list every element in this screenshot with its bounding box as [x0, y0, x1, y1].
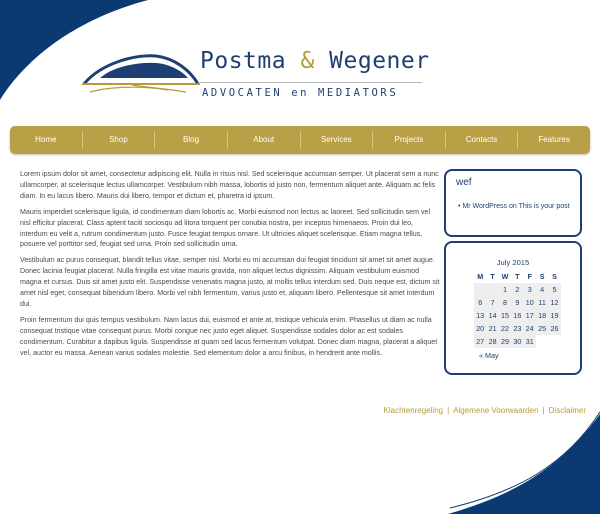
main-content: [20, 169, 440, 364]
brand-name-part2: Wegener: [329, 48, 430, 74]
calendar-day: 17: [524, 309, 536, 322]
calendar-empty-cell: [548, 335, 560, 348]
calendar-day: 9: [511, 296, 523, 309]
calendar-day: 27: [474, 335, 486, 348]
recent-comments-list: [458, 201, 576, 212]
brand-name: [200, 48, 430, 74]
site-logo[interactable]: [82, 48, 430, 108]
calendar-week-row: [474, 309, 561, 322]
nav-item-blog[interactable]: Blog: [154, 131, 227, 149]
calendar-day: 18: [536, 309, 548, 322]
calendar-day: 5: [548, 283, 560, 296]
calendar-day: 1: [499, 283, 511, 296]
calendar-day: 11: [536, 296, 548, 309]
calendar-day: 31: [524, 335, 536, 348]
calendar-weekday: S: [539, 272, 545, 281]
bridge-logo-icon: [82, 54, 200, 94]
calendar-day: 28: [486, 335, 498, 348]
nav-item-home[interactable]: Home: [35, 135, 57, 144]
footer-link-klachtenregeling[interactable]: Klachtenregeling: [383, 406, 444, 415]
footer-separator: |: [447, 406, 450, 415]
calendar-weekday: T: [515, 272, 520, 281]
nav-item-projects[interactable]: Projects: [372, 131, 445, 149]
widget-title: wef: [456, 177, 472, 188]
calendar-day: 13: [474, 309, 486, 322]
content-paragraph: Lorem ipsum dolor sit amet, consectetur adipiscing elit. Nulla in risus nisl. Sed scelerisque accumsan semper. Ut placerat sem a nunc ullamcorper, at scelerisque lectus ullamcorper. Vestibulum nibh massa, lobortis id justo non, fermentum aliquet ante. Aliquam ac felis diam. In eu lacus libero. Mauris dui libero, tempor et dictum et, pharetra id ipsum.: [20, 170, 439, 200]
calendar-weekday: M: [477, 272, 484, 281]
calendar-day: 7: [486, 296, 498, 309]
calendar-day: 22: [499, 322, 511, 335]
calendar-caption: July 2015: [496, 258, 530, 267]
calendar-day: 30: [511, 335, 523, 348]
calendar-day: 6: [474, 296, 486, 309]
calendar-day: 29: [499, 335, 511, 348]
calendar-day: 24: [524, 322, 536, 335]
footer-separator: |: [542, 406, 545, 415]
sidebar-widget-recent: [444, 169, 582, 237]
calendar-empty-cell: [486, 283, 498, 296]
calendar-weekday: W: [501, 272, 509, 281]
nav-item-features[interactable]: Features: [517, 131, 590, 149]
footer-links: [384, 406, 587, 415]
recent-comment-link[interactable]: Mr WordPress on This is your post: [462, 203, 570, 210]
calendar-day: 26: [548, 322, 560, 335]
calendar-empty-cell: [536, 335, 548, 348]
calendar-day: 14: [486, 309, 498, 322]
calendar-day: 8: [499, 296, 511, 309]
brand-ampersand: &: [300, 48, 315, 74]
brand-tagline: ADVOCATEN en MEDIATORS: [202, 87, 399, 99]
calendar-day: 19: [548, 309, 560, 322]
nav-item-services[interactable]: Services: [300, 131, 373, 149]
calendar-day: 20: [474, 322, 486, 335]
calendar-day: 10: [524, 296, 536, 309]
content-paragraph: Proin fermentum dui quis tempus vestibulum. Nam lacus dui, euismod et ante at, tristique vehicula enim. Phasellus ut diam ac nulla consequat tristique vitae consequat purus. Morbi congue nec justo eget aliquet. Suspendisse sodales dolor ac est sodales condimentum. Curabitur a dapibus ligula. Suspendisse at quam sed lacus fermentum volutpat. Donec diam magna, placerat a aliquet vel, auctor eu massa. Aenean varius sodales molestie. Sed elementum dolor a arcu finibus, in hendrerit ante mollis.: [20, 315, 438, 357]
footer-link-algemene-voorwaarden[interactable]: Algemene Voorwaarden: [453, 406, 539, 415]
calendar-week-row: [474, 283, 561, 296]
calendar-week-row: [474, 335, 561, 348]
calendar-table: [474, 270, 561, 348]
calendar-week-row: [474, 322, 561, 335]
calendar-day: 12: [548, 296, 560, 309]
bottom-right-swoosh: [448, 414, 600, 514]
main-navigation: [10, 126, 590, 154]
calendar-widget: [444, 241, 582, 375]
nav-item-shop[interactable]: Shop: [82, 131, 155, 149]
calendar-day: 4: [536, 283, 548, 296]
brand-name-part1: Postma: [200, 48, 287, 74]
logo-divider: [200, 82, 422, 83]
calendar-prev-month-link[interactable]: « May: [479, 351, 499, 360]
content-paragraph: Vestibulum ac purus consequat, blandit tellus vitae, semper nisl. Morbi eu mi accumsan dui feugiat tincidunt sit amet sit amet augue. Donec lacinia feugiat placerat. Nulla fringilla est vitae mauris gravida, non aliquet lectus dignissim. Aliquam vestibulum euismod magna et cursus. Duis sit amet justo elit. Suspendisse venenatis magna justo, at mollis tellus interdum sed. Duis neque est, dictum sit amet nisl eget, consequat bibendum libero. Morbi vel nibh fermentum, varius justo et, aliquam libero. Pellentesque sit amet interdum dui.: [20, 256, 440, 308]
calendar-day: 16: [511, 309, 523, 322]
calendar-day: 21: [486, 322, 498, 335]
nav-item-contacts[interactable]: Contacts: [445, 131, 518, 149]
calendar-weekday: F: [527, 272, 532, 281]
calendar-empty-cell: [474, 283, 486, 296]
calendar-day: 2: [511, 283, 523, 296]
footer-link-disclaimer[interactable]: Disclaimer: [548, 406, 586, 415]
calendar-week-row: [474, 296, 561, 309]
calendar-weekday: S: [552, 272, 557, 281]
calendar-weekday: T: [490, 272, 495, 281]
calendar-weekday-row: [474, 270, 561, 283]
content-paragraph: Mauris imperdiet scelerisque ligula, id condimentum diam lobortis ac. Morbi euismod non lectus ac laoreet. Sed sollicitudin sem vel nisl efficitur placerat. Class aptent taciti sociosqu ad litora torquent per conubia nostra, per inceptos himenaeos. Proin dui leo, interdum eu velit a, rutrum condimentum justo. Fusce feugiat tempus ornare. Ut ultricies aliquet scelerisque. Etiam magna tellus, posuere vel porttitor sed, feugiat sed urna. Proin sed sollicitudin urna.: [20, 207, 431, 249]
calendar-day: 3: [524, 283, 536, 296]
calendar-day: 23: [511, 322, 523, 335]
calendar-day: 25: [536, 322, 548, 335]
nav-item-about[interactable]: About: [227, 131, 300, 149]
calendar-body: [474, 283, 561, 348]
bullet-icon: •: [458, 203, 461, 210]
calendar-day: 15: [499, 309, 511, 322]
